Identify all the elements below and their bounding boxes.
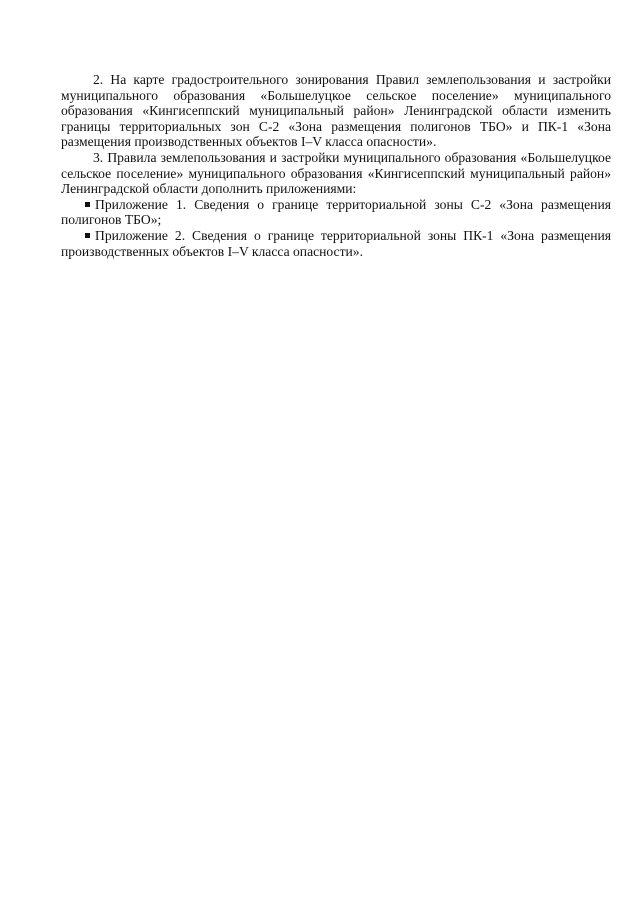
paragraph-3: 3. Правила землепользования и застройки муниципального образования «Большелуцкое сельское поселение» муниципального образования «Кингисеппский муниципальный район» Ленинградской области дополнить приложениями: (61, 149, 611, 197)
square-bullet-icon (85, 233, 90, 238)
list-item-text: Приложение 1. Сведения о границе территориальной зоны С-2 «Зона размещения полигонов ТБО»; (61, 196, 611, 228)
appendix-list (61, 197, 611, 259)
paragraph-2: 2. На карте градостроительного зонирования Правил землепользования и застройки муниципального образования «Большелуцкое сельское поселение» муниципального образования «Кингисеппский муниципальный район» Ленинградской области изменить границы территориальных зон С-2 «Зона размещения полигонов ТБО» и ПК-1 «Зона размещения производственных объектов I–V класса опасности». (61, 72, 611, 150)
list-item (61, 197, 611, 228)
document-body (61, 72, 611, 259)
square-bullet-icon (85, 202, 90, 207)
list-item (61, 228, 611, 259)
list-item-text: Приложение 2. Сведения о границе территориальной зоны ПК-1 «Зона размещения производственных объектов I–V класса опасности». (61, 227, 611, 259)
